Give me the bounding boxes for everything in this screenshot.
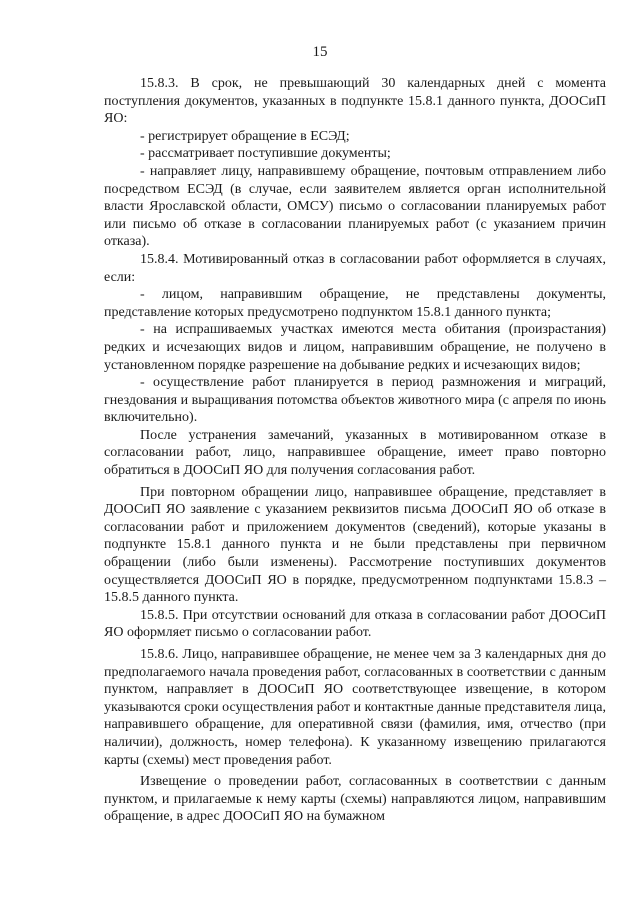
- paragraph-notice: Извещение о проведении работ, согласованных в соответствии с данным пунктом, и прилагаемые к нему карты (схемы) направляются лицом, направившим обращение, в адрес ДООСиП ЯО на бумажном: [104, 774, 606, 825]
- paragraph-repeat-request: При повторном обращении лицо, направившее обращение, представляет в ДООСиП ЯО заявление с указанием реквизитов письма ДООСиП ЯО об отказе в согласовании работ и приложением документов (сведений), которые указаны в подпункте 15.8.1 данного пункта и не были представлены при первичном обращении (либо были изменены). Рассмотрение поступивших документов осуществляется ДООСиП ЯО в порядке, предусмотренном подпунктами 15.8.3 – 15.8.5 данного пункта.: [104, 484, 606, 606]
- paragraph-15-8-3: 15.8.3. В срок, не превышающий 30 календарных дней с момента поступления документов, указанных в подпункте 15.8.1 данного пункта, ДООСиП ЯО:: [104, 76, 606, 127]
- paragraph-after-fix: После устранения замечаний, указанных в мотивированном отказе в согласовании работ, лицо, направившее обращение, имеет право повторно обратиться в ДООСиП ЯО для получения согласования работ.: [104, 427, 606, 479]
- list-item-send-letter: - направляет лицу, направившему обращение, почтовым отправлением либо посредством ЕСЭД (в случае, если заявителем является орган исполнительной власти Ярославской области, ОМСУ) письмо о согласовании планируемых работ или письмо об отказе в согласовании планируемых работ (с указанием причин отказа).: [104, 163, 606, 250]
- paragraph-15-8-6: 15.8.6. Лицо, направившее обращение, не менее чем за 3 календарных дня до предполагаемого начала проведения работ, согласованных в соответствии с данным пунктом, направляет в ДООСиП ЯО соответствующее извещение, в котором указываются сроки осуществления работ и контактные данные представителя лица, направившего обращение, для оперативной связи (фамилия, имя, отчество (при наличии), должность, номер телефона). К указанному извещению прилагаются карты (схемы) мест проведения работ.: [104, 647, 606, 768]
- list-item-rare-species: - на испрашиваемых участках имеются места обитания (произрастания) редких и исчезающих видов и лицом, направившим обращение, не получено в установленном порядке разрешение на добывание редких и исчезающих видов;: [104, 322, 606, 373]
- paragraph-15-8-4: 15.8.4. Мотивированный отказ в согласовании работ оформляется в случаях, если:: [104, 251, 606, 285]
- document-body: [104, 75, 606, 826]
- list-item-review: - рассматривает поступившие документы;: [140, 146, 391, 162]
- list-item-breeding-period: - осуществление работ планируется в период размножения и миграций, гнездования и выращивания потомства объектов животного мира (с апреля по июнь включительно).: [104, 375, 606, 426]
- paragraph-15-8-5: 15.8.5. При отсутствии оснований для отказа в согласовании работ ДООСиП ЯО оформляет письмо о согласовании работ.: [104, 607, 606, 641]
- page-number: 15: [312, 44, 328, 60]
- list-item-register: - регистрирует обращение в ЕСЭД;: [140, 128, 350, 144]
- list-item-no-documents: - лицом, направившим обращение, не представлены документы, представление которых предусмотрено подпунктом 15.8.1 данного пункта;: [104, 287, 606, 320]
